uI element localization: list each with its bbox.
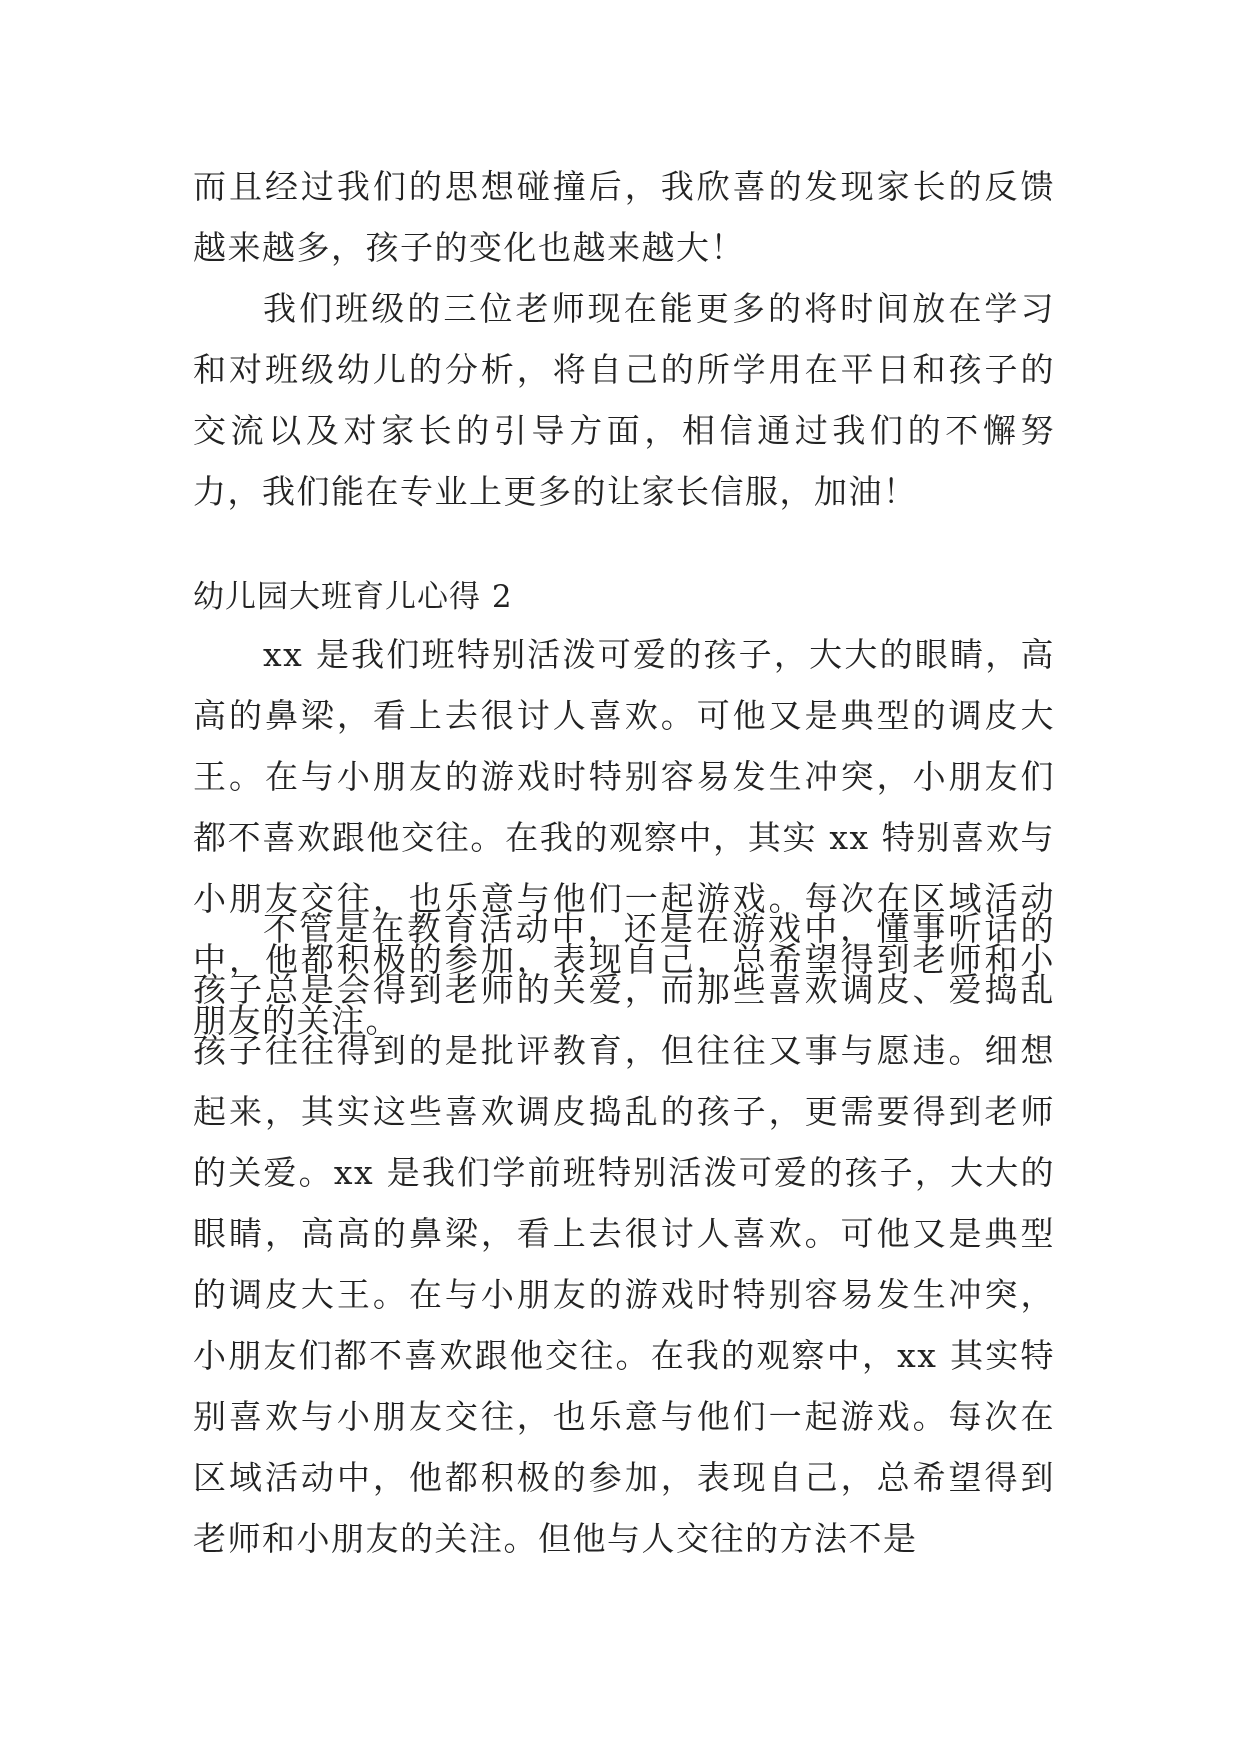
paragraph-teacher-reflection: 不管是在教育活动中，还是在游戏中，懂事听话的孩子总是会得到老师的关爱，而那些喜欢调皮、爱捣乱孩子往往得到的是批评教育，但往往又事与愿违。细想起来，其实这些喜欢调皮捣乱的孩子，更需要得到老师的关爱。xx 是我们学前班特别活泼可爱的孩子，大大的眼睛，高高的鼻梁，看上去很讨人喜欢。可他又是典型的调皮大王。在与小朋友的游戏时特别容易发生冲突，小朋友们都不喜欢跟他交往。在我的观察中，xx 其实特别喜欢与小朋友交往，也乐意与他们一起游戏。每次在区域活动中，他都积极的参加，表现自己，总希望得到老师和小朋友的关注。但他与人交往的方法不是 (193, 909, 1055, 1558)
paragraph-teachers: 我们班级的三位老师现在能更多的将时间放在学习和对班级幼儿的分析，将自己的所学用在平日和孩子的交流以及对家长的引导方面，相信通过我们的不懈努力，我们能在专业上更多的让家长信服，加油！ (193, 289, 1055, 511)
section-title: 幼儿园大班育儿心得 2 (193, 579, 513, 615)
paragraph-child-description: xx 是我们班特别活泼可爱的孩子，大大的眼睛，高高的鼻梁，看上去很讨人喜欢。可他又是典型的调皮大王。在与小朋友的游戏时特别容易发生冲突，小朋友们都不喜欢跟他交往。在我的观察中，其实 xx 特别喜欢与小朋友交往，也乐意与他们一起游戏。每次在区域活动中，他都积极的参加，表现自己，总希望得到老师和小朋友的关注。 (193, 635, 1055, 1040)
paragraph-continuation: 而且经过我们的思想碰撞后，我欣喜的发现家长的反馈越来越多，孩子的变化也越来越大！ (193, 167, 1055, 267)
